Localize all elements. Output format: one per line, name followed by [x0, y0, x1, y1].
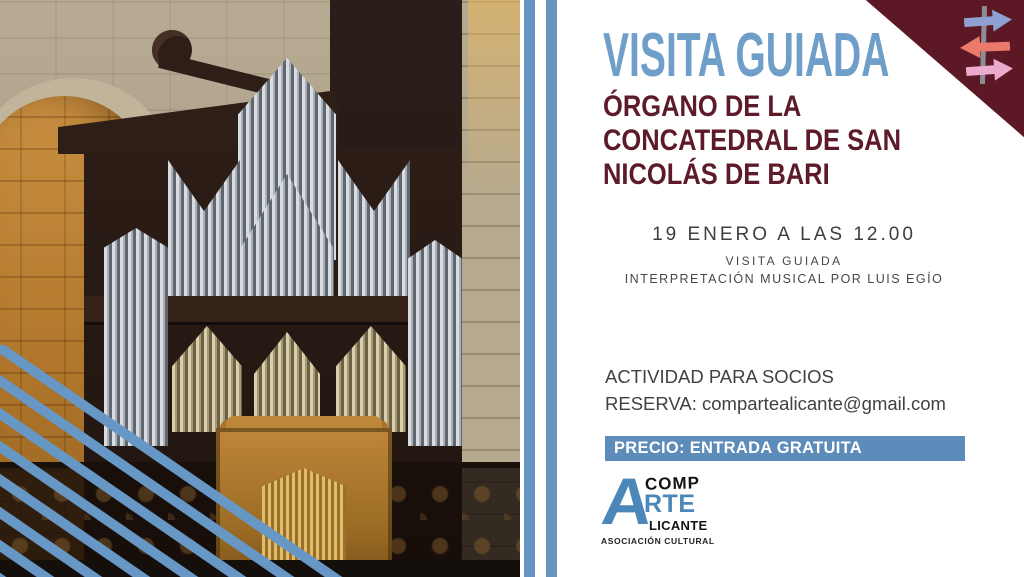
info-block: [605, 363, 946, 417]
diagonal-lines-decoration: [0, 345, 520, 577]
page-title: VISITA GUIADA: [603, 21, 890, 90]
audience-text: ACTIVIDAD PARA SOCIOS: [605, 366, 834, 387]
divider-stripe: [546, 0, 557, 577]
heading-line: NICOLÁS DE BARI: [603, 158, 830, 191]
logo-comp: COMP: [644, 473, 701, 494]
logo-tagline: ASOCIACIÓN CULTURAL: [601, 536, 715, 546]
logo-letter-a: A: [598, 464, 656, 538]
arrow-right-pink-icon: [965, 57, 1013, 82]
reservation-email-text: RESERVA: compartealicante@gmail.com: [605, 393, 946, 414]
comparte-alicante-logo: [596, 460, 726, 560]
logo-rte: RTE: [644, 490, 696, 518]
price-banner: [605, 436, 965, 461]
heading-line: CONCATEDRAL DE SAN: [603, 124, 901, 157]
event-activity: VISITA GUIADA: [725, 254, 843, 268]
event-heading: [603, 90, 901, 192]
logo-licante: LICANTE: [649, 518, 708, 533]
divider-stripe: [524, 0, 535, 577]
arrow-right-blue-icon: [963, 8, 1012, 33]
event-details: [605, 224, 963, 286]
event-performer: INTERPRETACIÓN MUSICAL POR LUIS EGÍO: [624, 272, 944, 286]
heading-line: ÓRGANO DE LA: [603, 90, 802, 123]
price-banner-text: PRECIO: ENTRADA GRATUITA: [614, 439, 862, 457]
event-datetime: 19 ENERO A LAS 12.00: [652, 224, 916, 245]
